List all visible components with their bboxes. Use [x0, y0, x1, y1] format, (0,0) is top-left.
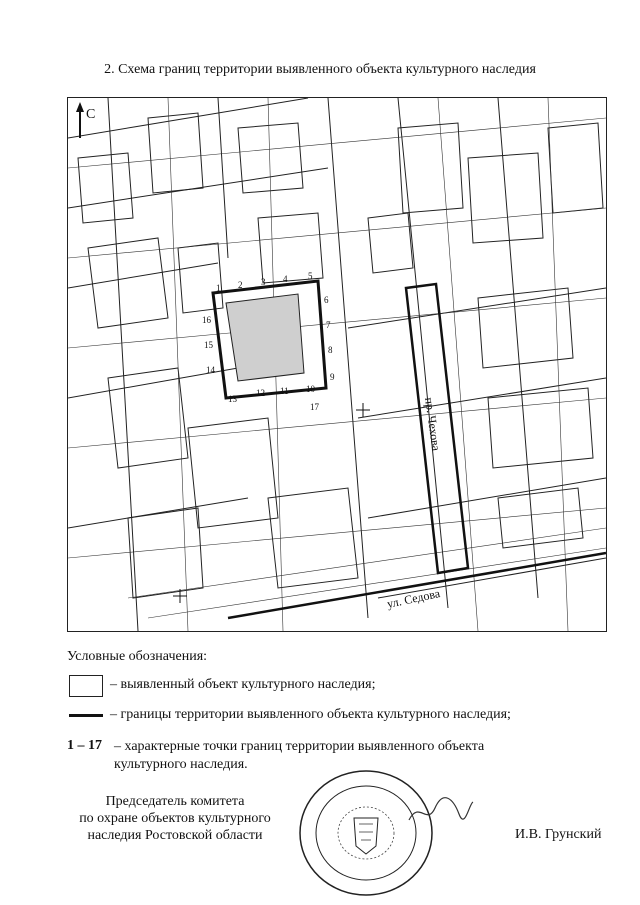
boundary-point-label: 1 [216, 283, 221, 293]
map[interactable] [67, 97, 607, 632]
legend-points-range: 1 – 17 [67, 738, 102, 753]
cultural-object-shape [226, 294, 304, 381]
boundary-point-label: 10 [306, 384, 315, 394]
boundary-point-label: 6 [324, 295, 329, 305]
legend-object-swatch [69, 675, 103, 697]
boundary-point-label: 3 [261, 277, 266, 287]
signer-line: по охране объектов культурного [79, 811, 271, 826]
legend-object-text: – выявленный объект культурного наследия; [110, 677, 376, 692]
street-line [228, 553, 606, 618]
handwritten-signature [405, 790, 475, 830]
boundary-point-label: 12 [256, 388, 265, 398]
boundary-point-label: 15 [204, 340, 213, 350]
boundary-point-label: 8 [328, 345, 333, 355]
map-utilities [68, 98, 606, 631]
legend-heading: Условные обозначения: [67, 649, 208, 664]
boundary-point-label: 2 [238, 280, 243, 290]
signer-line: Председатель комитета [105, 794, 245, 809]
map-blocks [68, 98, 606, 631]
street-label-chekhova: пр. Чехова [422, 396, 444, 452]
legend-points-text: – характерные точки границ территории выявленного объекта культурного наследия. [114, 739, 485, 772]
official-seal [296, 768, 436, 898]
boundary-point-label: 13 [228, 394, 237, 404]
legend-boundary-swatch [69, 714, 103, 717]
north-arrow-icon [76, 102, 84, 138]
boundary-point-label: 16 [202, 315, 211, 325]
boundary-point-label: 17 [310, 402, 319, 412]
boundary-point-label: 5 [308, 271, 313, 281]
signer-name: И.В. Грунский [515, 827, 602, 842]
boundary-point-label: 4 [283, 274, 288, 284]
boundary-point-label: 9 [330, 372, 335, 382]
street-label-sedova: ул. Седова [385, 586, 442, 611]
signer-position [55, 793, 295, 844]
signer-line: наследия Ростовской области [87, 828, 263, 843]
map-canvas [68, 98, 606, 631]
boundary-point-label: 14 [206, 365, 215, 375]
north-label: С [86, 107, 96, 122]
boundary-point-label: 7 [326, 320, 331, 330]
boundary-point-label: 11 [280, 386, 289, 396]
legend-boundary-text: – границы территории выявленного объекта культурного наследия; [110, 707, 511, 722]
page-title: 2. Схема границ территории выявленного объекта культурного наследия [104, 62, 536, 77]
